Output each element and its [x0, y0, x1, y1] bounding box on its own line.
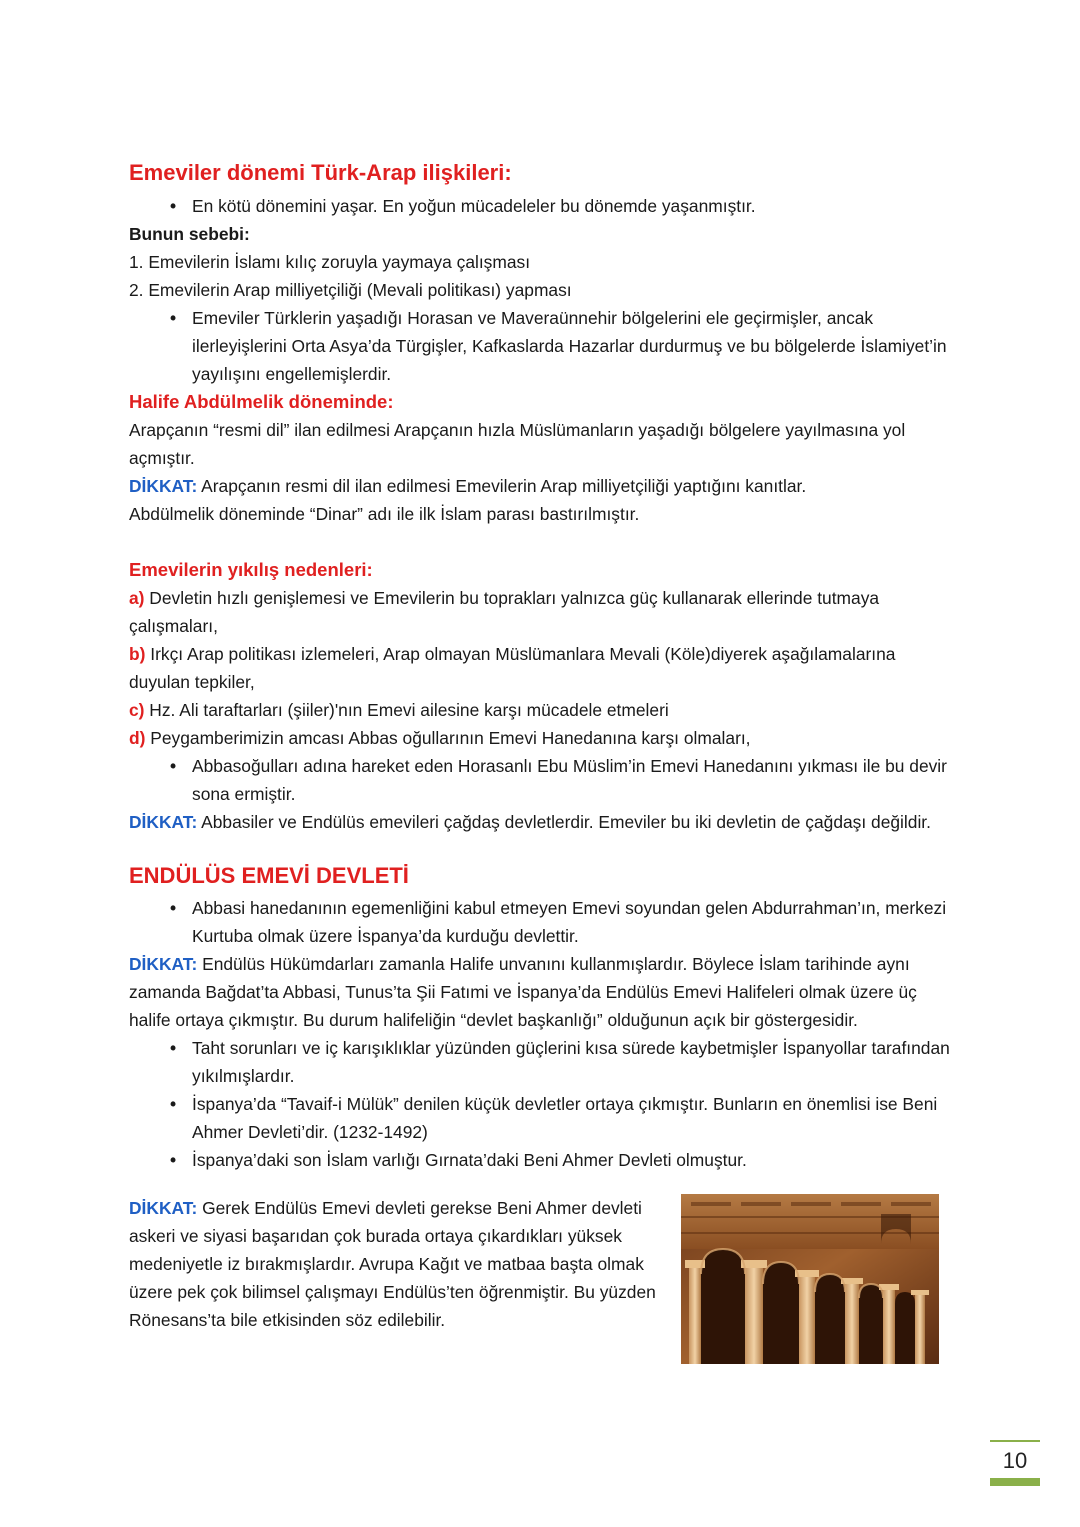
reason-label: Bunun sebebi:	[129, 224, 250, 244]
reason-item-a: a) Devletin hızlı genişlemesi ve Emevilerin bu toprakları yalnızca güç kullanarak ellerinde tutmaya çalışmaları,	[129, 588, 880, 636]
bullet-icon: •	[169, 308, 177, 328]
bullet-icon: •	[169, 1150, 177, 1170]
dikkat-label: DİKKAT:	[129, 1198, 198, 1218]
page-content	[129, 156, 951, 1364]
reason-item-d: d) Peygamberimizin amcası Abbas oğullarının Emevi Hanedanına karşı olmaları,	[129, 728, 751, 748]
bullet-item: • İspanya’daki son İslam varlığı Gırnata’daki Beni Ahmer Devleti olmuştur.	[154, 1146, 951, 1174]
reason-item: 2. Emevilerin Arap milliyetçiliği (Mevali politikası) yapması	[129, 280, 572, 300]
bullet-icon: •	[169, 1094, 177, 1114]
bullet-icon: •	[169, 196, 177, 216]
reason-item: 1. Emevilerin İslamı kılıç zoruyla yaymaya çalışması	[129, 252, 531, 272]
page-number: 10	[1002, 1448, 1028, 1473]
alhambra-arches-image	[681, 1194, 939, 1364]
reason-item-c: c) Hz. Ali taraftarları (şiiler)'nın Emevi ailesine karşı mücadele etmeleri	[129, 700, 669, 720]
paragraph: Abdülmelik döneminde “Dinar” adı ile ilk İslam parası bastırılmıştır.	[129, 504, 640, 524]
paragraph: Arapçanın “resmi dil” ilan edilmesi Arapçanın hızla Müslümanların yaşadığı bölgelere yayılmasına yol açmıştır.	[129, 420, 906, 468]
section-title-abdulmelik: Halife Abdülmelik döneminde:	[129, 391, 394, 412]
bullet-item: • Abbasoğulları adına hareket eden Horasanlı Ebu Müslim’in Emevi Hanedanını yıkması ile bu devir sona ermiştir.	[154, 752, 951, 808]
dikkat-note: DİKKAT: Arapçanın resmi dil ilan edilmesi Emevilerin Arap milliyetçiliği yaptığını kanıtlar.	[129, 476, 807, 496]
dikkat-label: DİKKAT:	[129, 476, 198, 496]
bottom-section	[129, 1194, 951, 1364]
dikkat-label: DİKKAT:	[129, 954, 198, 974]
bullet-icon: •	[169, 756, 177, 776]
bullet-item: • En kötü dönemini yaşar. En yoğun mücadeleler bu dönemde yaşanmıştır.	[154, 192, 951, 220]
final-dikkat-note: DİKKAT: Gerek Endülüs Emevi devleti gerekse Beni Ahmer devleti askeri ve siyasi başarıdan çok burada ortaya çıkardıkları yüksek medeniyetle iz bırakmışlardır. Avrupa Kağıt ve matbaa başta olmak üzere pek çok bilimsel çalışmayı Endülüs’ten öğrenmiştir. Bu yüzden Rönesans’ta bile etkisinden söz edilebilir.	[129, 1198, 656, 1330]
bullet-item: • Emeviler Türklerin yaşadığı Horasan ve Maveraünnehir bölgelerini ele geçirmişler, ancak ilerleyişlerini Orta Asya’da Türgişler, Kafkaslarda Hazarlar durdurmuş ve bu bölgelerde İslamiyet’in yayılışını engellemişlerdir.	[154, 304, 951, 388]
bullet-icon: •	[169, 1038, 177, 1058]
bullet-item: • İspanya’da “Tavaif-i Mülük” denilen küçük devletler ortaya çıkmıştır. Bunların en önemlisi ise Beni Ahmer Devleti’dir. (1232-1492)	[154, 1090, 951, 1146]
page-number-bottom-bar	[990, 1478, 1040, 1486]
dikkat-label: DİKKAT:	[129, 812, 198, 832]
bullet-item: • Taht sorunları ve iç karışıklıklar yüzünden güçlerini kısa sürede kaybetmişler İspanyollar tarafından yıkılmışlardır.	[154, 1034, 951, 1090]
section-title-endulus: ENDÜLÜS EMEVİ DEVLETİ	[129, 863, 409, 888]
bullet-icon: •	[169, 898, 177, 918]
section-title-yikilis: Emevilerin yıkılış nedenleri:	[129, 559, 373, 580]
bullet-item: • Abbasi hanedanının egemenliğini kabul etmeyen Emevi soyundan gelen Abdurrahman’ın, merkezi Kurtuba olmak üzere İspanya’da kurduğu devlettir.	[154, 894, 951, 950]
reason-item-b: b) Irkçı Arap politikası izlemeleri, Arap olmayan Müslümanlara Mevali (Köle)diyerek aşağılamalarına duyulan tepkiler,	[129, 644, 896, 692]
page-number-top-rule	[990, 1440, 1040, 1442]
page-number-box	[990, 1440, 1040, 1486]
dikkat-note: DİKKAT: Abbasiler ve Endülüs emevileri çağdaş devletlerdir. Emeviler bu iki devletin de çağdaşı değildir.	[129, 812, 931, 832]
dikkat-note: DİKKAT: Endülüs Hükümdarları zamanla Halife unvanını kullanmışlardır. Böylece İslam tarihinde aynı zamanda Bağdat’ta Abbasi, Tunus’ta Şii Fatımi ve İspanya’da Endülüs Emevi Halifeleri olmak üzere üç halife ortaya çıkmıştır. Bu durum halifeliğin “devlet başkanlığı” olduğunun açık bir göstergesidir.	[129, 954, 917, 1030]
section-title-emeviler: Emeviler dönemi Türk-Arap ilişkileri:	[129, 160, 512, 185]
